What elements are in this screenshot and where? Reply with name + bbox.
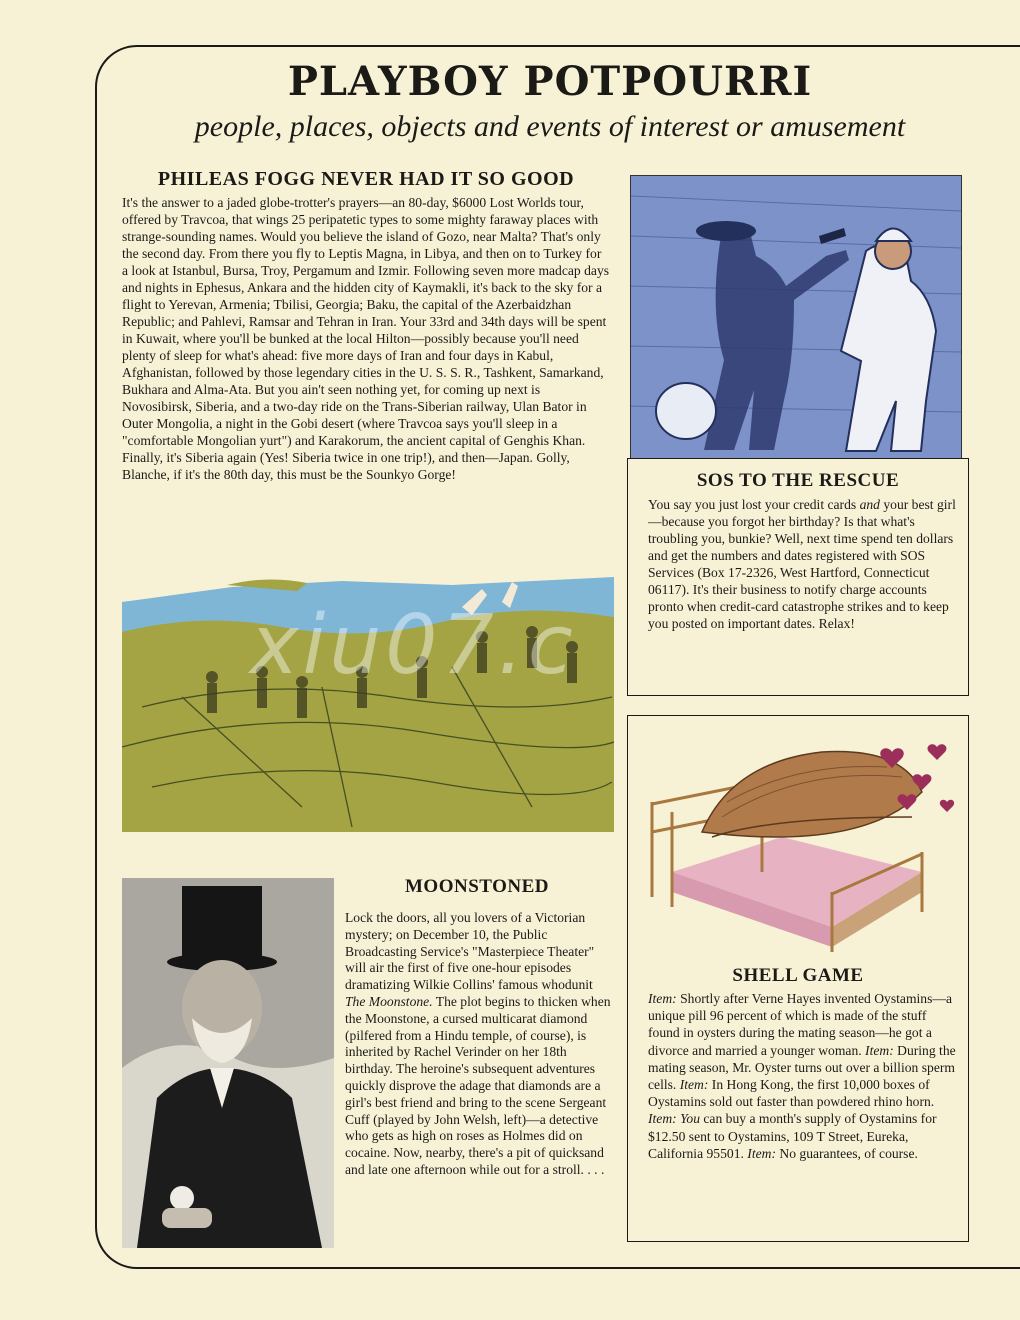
sos-headline: SOS TO THE RESCUE	[696, 470, 900, 491]
page-title: PLAYBOY POTPOURRI	[287, 58, 813, 105]
moonstoned-body: Lock the doors, all you lovers of a Victorian mystery; on December 10, the Public Broadcasting Service's "Masterpiece Theater" will air the first of five one-hour episodes dramatizing Wilkie Collins' famous whodunit The Moonstone. The plot begins to thicken when the Moonstone, a cursed multicarat diamond (pilfered from a Hindu temple, of course), is inherited by Rachel Verinder on her 18th birthday. The heroine's subsequent adventures quickly disprove the adage that diamonds are a girl's best friend and bring to the scene Sergeant Cuff (played by John Welsh, left)—a detective who gets as high on roses as Holmes did on cocaine. Now, nearby, there's a pit of quicksand and late one afternoon while out for a stroll. . . .	[345, 910, 611, 1177]
fogg-body: It's the answer to a jaded globe-trotter's prayers—an 80-day, $6000 Lost Worlds tour, offered by Travcoa, that wings 25 peripatetic types to some mighty faraway places with strange-sounding names. Would you believe the island of Gozo, near Malta? That's only the second day. From there you fly to Leptis Magna, in Libya, and then on to Turkey for a look at Istanbul, Bursa, Troy, Pergamum and Izmir. Following seven more madcap days and nights in Ephesus, Ankara and the hidden city of Kaymakli, it's back to the sky for a flight to Yerevan, Armenia; Tbilisi, Georgia; Baku, the capital of the Azerbaidzhan Republic; and Pahlevi, Ramsar and Tehran in Iran. Your 33rd and 34th days will be spent in Kuwait, where you'll be bunked at the local Hilton—possibly because you'll need plenty of sleep for what's ahead: five more days of Iran and four days in Kabul, Afghanistan, followed by those legendary cities in the U. S. S. R., Tashkent, Samarkand, Bukhara and Alma-Ata. But you ain't seen nothing yet, for coming up next is Novosibirsk, Siberia, and a two-day ride on the Trans-Siberian railway, Ulan Bator in Outer Mongolia, a night in the Gobi desert (where Travcoa says you'll sleep in a "comfortable Mongolian yurt") and Karakorum, the ancient capital of Genghis Khan. Finally, it's Siberia again (Yes! Siberia twice in one trip!), and then—Japan. Golly, Blanche, if it's the 80th day, this must be the Sounkyo Gorge!	[122, 195, 610, 482]
gunman-illustration	[630, 175, 962, 460]
top-hat-man-photo	[122, 878, 334, 1248]
sos-body: You say you just lost your credit cards and your best girl—because you forgot her birthday? Is that what's troubling you, bunkie? Well, next time spend ten dollars and get the numbers and dates registered with SOS Services (Box 17-2326, West Hartford, Connecticut 06117). It's their business to notify charge accounts pronto when credit-card catastrophe strikes and to keep you posted on important dates. Relax!	[648, 497, 956, 631]
moonstoned-headline: MOONSTONED	[404, 876, 549, 897]
oyster-bed-illustration	[632, 722, 962, 954]
watermark: xiu07.c	[250, 598, 577, 693]
shell-game-headline: SHELL GAME	[732, 965, 864, 986]
page-subtitle: people, places, objects and events of interest or amusement	[194, 110, 906, 143]
fogg-headline: PHILEAS FOGG NEVER HAD IT SO GOOD	[157, 168, 575, 190]
shell-game-body: Item: Shortly after Verne Hayes invented Oystamins—a unique pill 96 percent of which is made of the stuff found in oysters during the mating season—he got a divorce and married a younger woman. Item: During the mating season, Mr. Oyster turns out over a billion sperm cells. Item: In Hong Kong, the first 10,000 boxes of Oystamins sold out faster than powdered rhino horn. Item: You can buy a month's supply of Oystamins for $12.50 sent to Oystamins, 109 T Street, Eureka, California 95501. Item: No guarantees, of course.	[648, 991, 956, 1161]
